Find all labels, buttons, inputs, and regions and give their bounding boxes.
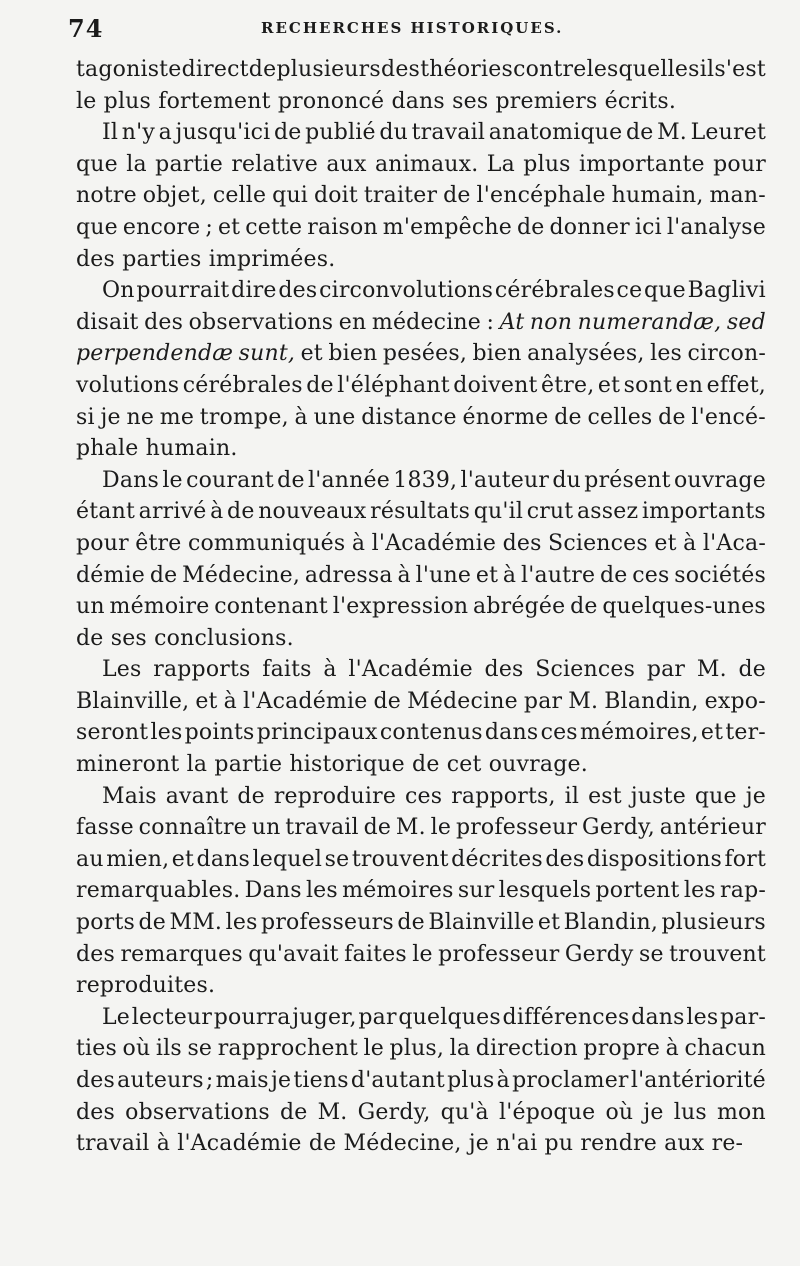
text-line: étant arrivé à de nouveaux résultats qu'il crut assez importants [76,499,766,525]
text-line: Les rapports faits à l'Académie des Sciences par M. de [102,657,766,683]
text-line: de ses conclusions. [76,625,294,651]
text-line: disait des observations en médecine : At non numerandæ, sed [76,309,766,335]
page-body [76,54,766,1160]
text-line: Dans le courant de l'année 1839, l'auteur du présent ouvrage [102,467,766,493]
page-header [68,14,768,44]
text-line: le plus fortement prononcé dans ses premiers écrits. [76,88,677,114]
text-line: remarquables. Dans les mémoires sur lesquels portent les rap- [76,878,766,904]
text-line: des remarques qu'avait faites le professeur Gerdy se trouvent [76,941,766,967]
text-line: Mais avant de reproduire ces rapports, il est juste que je [102,783,766,809]
text-line: Le lecteur pourra juger, par quelques différences dans les par- [102,1004,766,1030]
text-line: travail à l'Académie de Médecine, je n'ai pu rendre aux re- [76,1131,744,1157]
paragraph [76,275,766,465]
text-line: que encore ; et cette raison m'empêche de donner ici l'analyse [76,214,766,240]
text-line: seront les points principaux contenus dans ces mémoires, et ter- [76,720,766,746]
text-line: ties où ils se rapprochent le plus, la direction propre à chacun [76,1036,766,1062]
page-number: 74 [68,14,104,43]
text-line: des parties imprimées. [76,246,336,272]
text-line: volutions cérébrales de l'éléphant doivent être, et sont en effet, [76,372,766,398]
text-line: notre objet, celle qui doit traiter de l'encéphale humain, man- [76,183,766,209]
paragraph [76,465,766,655]
text-line: Il n'y a jusqu'ici de publié du travail anatomique de M. Leuret [102,120,766,146]
running-head: RECHERCHES HISTORIQUES. [261,19,564,37]
paragraph [76,117,766,275]
text-line: On pourrait dire des circonvolutions cérébrales ce que Baglivi [102,278,766,304]
text-line: tagoniste direct de plusieurs des théories contre lesquelles il s'est [76,57,766,82]
text-line: des observations de M. Gerdy, qu'à l'époque où je lus mon [76,1099,766,1125]
text-line: pour être communiqués à l'Académie des Sciences et à l'Aca- [76,530,766,556]
text-line: un mémoire contenant l'expression abrégée de quelques-unes [76,594,766,620]
text-line: ports de MM. les professeurs de Blainville et Blandin, plusieurs [76,910,766,936]
text-line: reproduites. [76,973,216,999]
text-line: phale humain. [76,436,238,462]
paragraph [76,54,766,117]
text-line: perpendendæ sunt, et bien pesées, bien analysées, les circon- [76,341,766,367]
text-line: des auteurs ; mais je tiens d'autant plus à proclamer l'antériorité [76,1068,766,1093]
text-line: au mien, et dans lequel se trouvent décrites des dispositions fort [76,846,766,872]
text-line: que la partie relative aux animaux. La plus importante pour [76,151,766,177]
paragraph [76,781,766,1002]
text-line: démie de Médecine, adressa à l'une et à l'autre de ces sociétés [76,562,766,588]
text-line: fasse connaître un travail de M. le professeur Gerdy, antérieur [76,815,766,841]
text-line: mineront la partie historique de cet ouvrage. [76,752,588,778]
paragraph [76,1002,766,1160]
paragraph [76,654,766,780]
text-line: Blainville, et à l'Académie de Médecine par M. Blandin, expo- [76,688,766,714]
text-line: si je ne me trompe, à une distance énorme de celles de l'encé- [76,404,766,430]
